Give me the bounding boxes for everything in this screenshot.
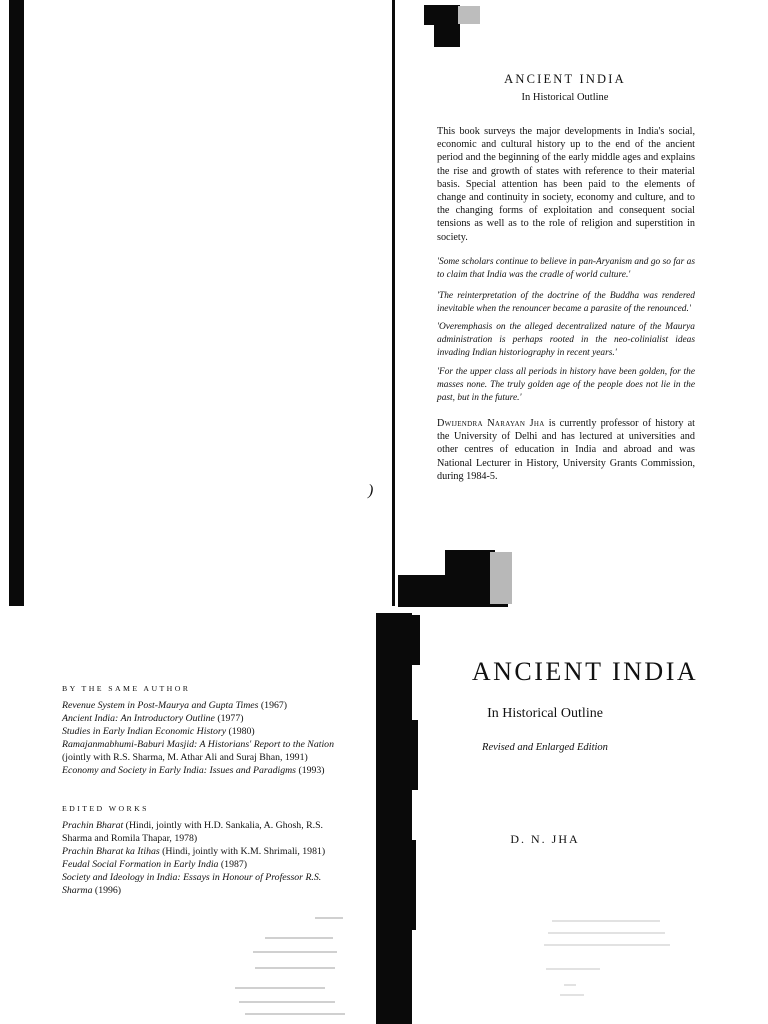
quote-4: 'For the upper class all periods in history have been golden, for the masses none. The truly golden age of the people does not lie in the past, but in the future.'	[437, 367, 695, 403]
list-item: Revenue System in Post-Maurya and Gupta Times (1967)	[62, 700, 288, 711]
list-item: Prachin Bharat ka Itihas (Hindi, jointly with K.M. Shrimali, 1981)	[62, 846, 326, 857]
title-page-subtitle: In Historical Outline	[487, 706, 603, 721]
scan-top-noise	[458, 6, 480, 24]
scan-left-edge-bar	[9, 0, 24, 606]
author-bio	[437, 417, 695, 483]
scan-top-corner-block	[424, 5, 460, 25]
stray-pencil-mark: )	[368, 482, 374, 499]
scan-lower-spine	[376, 613, 412, 1024]
list-item: Economy and Society in Early India: Issues and Paradigms (1993)	[62, 765, 325, 776]
list-item: Society and Ideology in India: Essays in Honour of Professor R.S. Sharma (1996)	[62, 872, 322, 896]
edited-works-heading: EDITED WORKS	[62, 804, 149, 813]
author-bio-text: is currently professor of history at the University of Delhi and has lectured at universities and other centres of education in India and abroad and was National Lecturer in History, University Grants Commission, during 1984-5.	[437, 418, 695, 482]
author-bio-name: Dwijendra Narayan Jha	[437, 418, 545, 429]
list-item: Ancient India: An Introductory Outline (1977)	[62, 713, 244, 724]
title-page-title: ANCIENT INDIA	[471, 657, 699, 686]
back-cover-title: ANCIENT INDIA	[504, 72, 626, 86]
scan-divider-line	[392, 0, 395, 606]
by-same-author-list	[62, 699, 342, 777]
list-item: Studies in Early Indian Economic History (1980)	[62, 726, 255, 737]
list-item: Feudal Social Formation in Early India (1987)	[62, 859, 248, 870]
list-item: Ramajanmabhumi-Baburi Masjid: A Historians' Report to the Nation (jointly with R.S. Sharma, M. Athar Ali and Suraj Bhan, 1991)	[62, 739, 334, 763]
scan-bottom-block-2	[445, 550, 495, 576]
quote-3: 'Overemphasis on the alleged decentralized nature of the Maurya administration is perhaps rooted in the neo-colinialist ideas invading Indian historiography in recent years.'	[437, 322, 695, 358]
scan-lower-spine-step-2	[412, 720, 418, 790]
scan-lower-spine-step-1	[412, 615, 420, 665]
back-cover-subtitle: In Historical Outline	[521, 92, 609, 103]
bleed-through-texture-right	[540, 915, 680, 1005]
edited-works-list	[62, 819, 342, 897]
edition-note: Revised and Enlarged Edition	[482, 742, 608, 753]
quote-2: 'The reinterpretation of the doctrine of the Buddha was rendered inevitable when the renouncer became a parasite of the renounced.'	[437, 291, 695, 314]
book-blurb: This book surveys the major developments in India's social, economic and cultural history up to the end of the ancient period and the beginning of the early middle ages and explains the rise and growth of states with reference to their material basis. Special attention has been paid to the elements of change and continuity in society, economy and culture, and to the changing forms of exploitation and consequent social tensions as well as to the role of religion and superstition in society.	[437, 126, 695, 243]
by-same-author-heading: BY THE SAME AUTHOR	[62, 684, 191, 693]
scan-top-corner-block-2	[434, 25, 460, 47]
list-item: Prachin Bharat (Hindi, jointly with H.D. Sankalia, A. Ghosh, R.S. Sharma and Romila Thapar, 1978)	[62, 820, 323, 844]
scan-lower-spine-step-3	[412, 840, 416, 930]
scan-bottom-noise	[490, 552, 512, 604]
bleed-through-texture	[225, 910, 355, 1020]
quote-1: 'Some scholars continue to believe in pan-Aryanism and go so far as to claim that India was the cradle of world culture.'	[437, 257, 695, 280]
title-page-author: D. N. JHA	[510, 832, 580, 846]
